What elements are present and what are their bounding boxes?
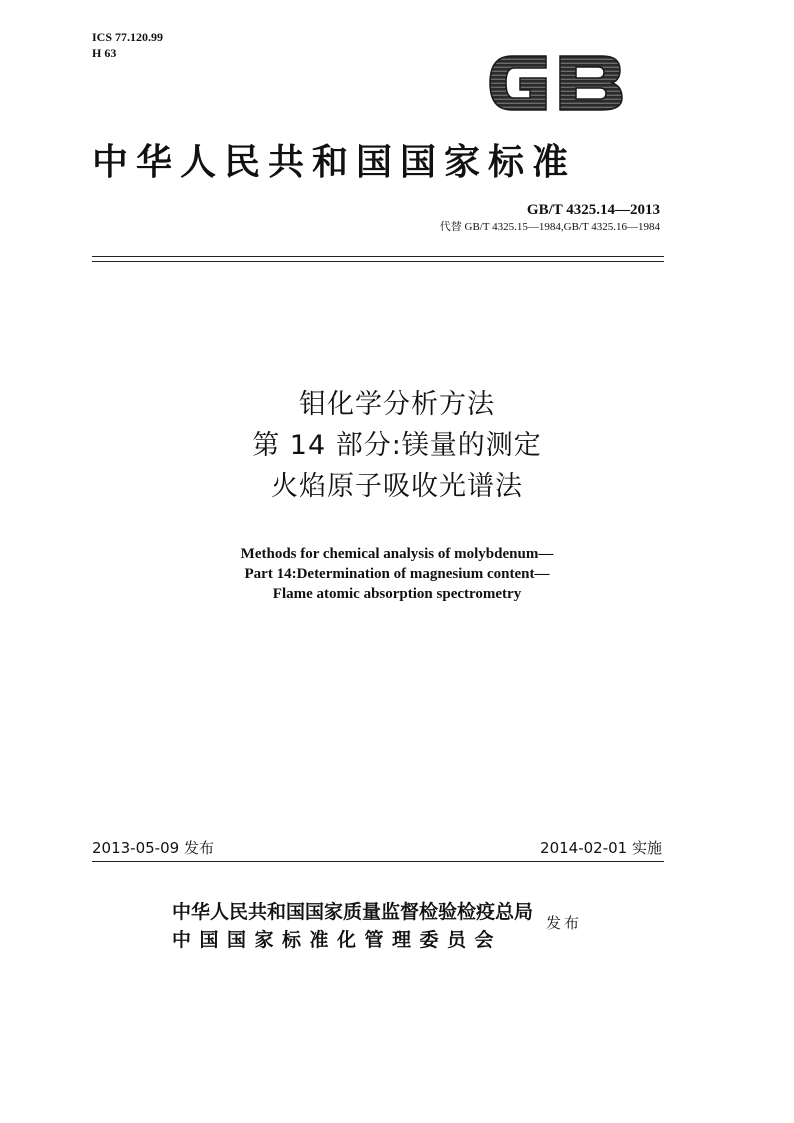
issue-date: 2013-05-09 发布: [92, 839, 214, 857]
standard-number: GB/T 4325.14—2013: [526, 202, 660, 218]
header-divider: [92, 256, 664, 257]
issuing-authorities: [172, 898, 533, 954]
ccs-code: H 63: [92, 46, 117, 60]
title-zh-line: 第 14 部分:镁量的测定: [252, 430, 542, 461]
classification-codes: [92, 29, 163, 61]
title-zh-line: 钼化学分析方法: [299, 389, 495, 420]
header-divider-secondary: [92, 261, 664, 262]
gb-logo: [484, 48, 628, 118]
footer-divider: [92, 861, 664, 862]
title-en-line: Flame atomic absorption spectrometry: [272, 586, 522, 602]
document-title-en: [0, 544, 794, 604]
title-en-line: Methods for chemical analysis of molybdenum—: [240, 546, 554, 562]
document-title-zh: [0, 384, 794, 507]
issuer-aqsiq: 中华人民共和国国家质量监督检验检疫总局: [172, 901, 534, 923]
national-standard-title: 中华人民共和国国家标准: [92, 141, 577, 183]
implementation-date: 2014-02-01 实施: [540, 839, 662, 857]
replaces-note: 代替 GB/T 4325.15—1984,GB/T 4325.16—1984: [439, 221, 660, 233]
issuer-sac: 中国国家标准化管理委员会: [172, 929, 503, 951]
issue-label: 发布: [546, 914, 583, 932]
title-en-line: Part 14:Determination of magnesium content—: [244, 566, 550, 582]
gb-logo-graphic: [484, 48, 628, 118]
title-zh-line: 火焰原子吸收光谱法: [271, 471, 523, 502]
ics-code: ICS 77.120.99: [92, 30, 164, 44]
